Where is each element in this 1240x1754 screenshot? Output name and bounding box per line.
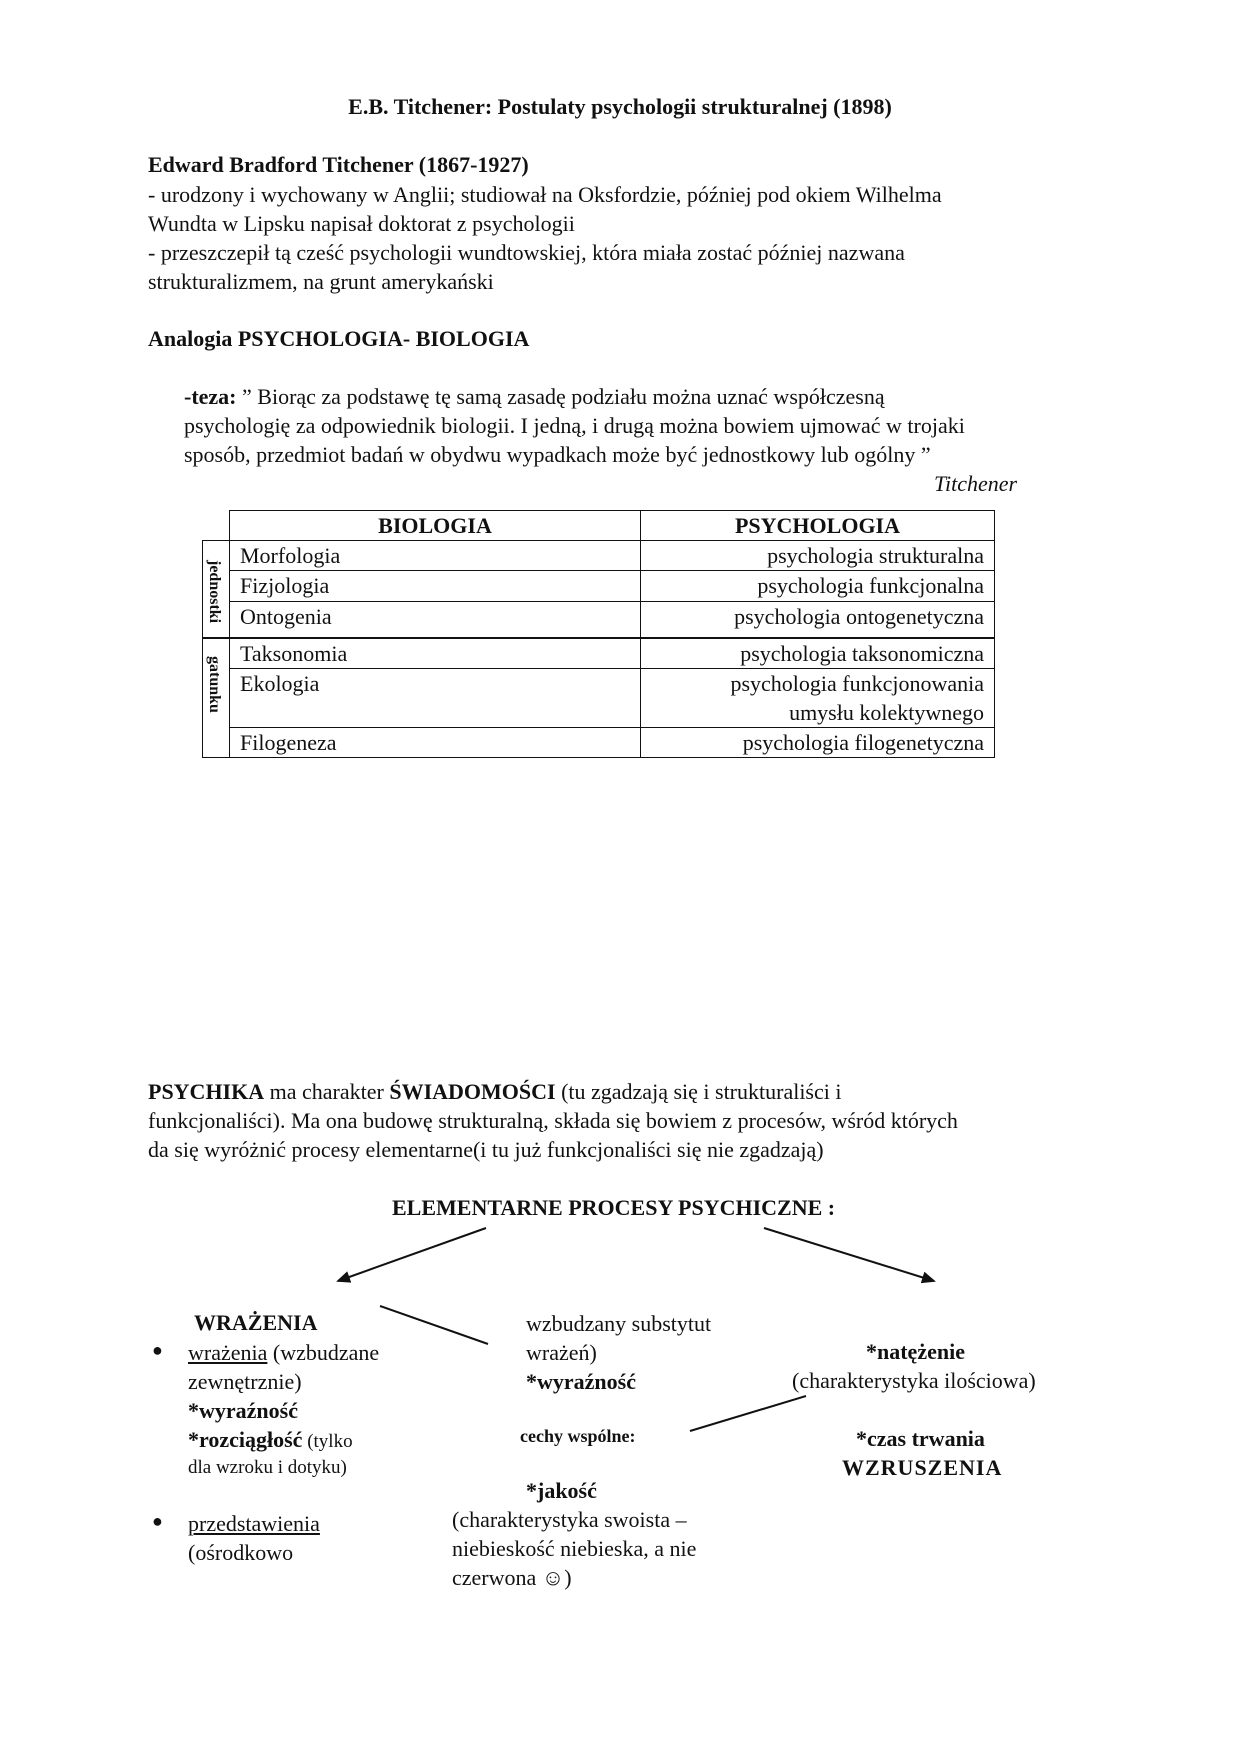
group-label-text: gatunku: [206, 655, 223, 713]
table-cell: Taksonomia: [230, 638, 641, 669]
page-title: E.B. Titchener: Postulaty psychologii strukturalnej (1898): [348, 94, 892, 119]
common-features-label: cechy wspólne:: [520, 1426, 636, 1446]
thesis-author: Titchener: [934, 471, 1018, 496]
jakosc-line-2: niebieskość niebieska, a nie: [452, 1536, 697, 1561]
przedstawienia-line-2: (ośrodkowo: [188, 1540, 294, 1565]
natezenie-feature: *natężenie: [866, 1339, 965, 1364]
consciousness-term: ŚWIADOMOŚCI: [389, 1079, 556, 1104]
thesis-label: -teza:: [184, 384, 237, 409]
rozciaglosc-line: [188, 1425, 353, 1456]
connector-line-right: [690, 1396, 806, 1431]
wyraznosc-feature: *wyraźność: [188, 1398, 298, 1423]
wrazenia-item: [188, 1338, 379, 1367]
bio-heading: Edward Bradford Titchener (1867-1927): [148, 152, 529, 177]
table-cell: Ekologia: [230, 669, 641, 728]
table-cell: psychologia taksonomiczna: [641, 638, 995, 669]
substitute-line-1: wzbudzany substytut: [526, 1311, 712, 1336]
column-header-psychologia: PSYCHOLOGIA: [641, 511, 995, 541]
wrazenia-term: wrażenia: [188, 1340, 268, 1365]
wzruszenia-heading: WZRUSZENIA: [842, 1455, 1003, 1480]
natezenie-desc: (charakterystyka ilościowa): [792, 1368, 1036, 1393]
arrow-right: [764, 1228, 934, 1281]
table-cell: Filogeneza: [230, 728, 641, 758]
column-header-biologia: BIOLOGIA: [230, 511, 641, 541]
wrazenia-line-2: zewnętrznie): [188, 1369, 302, 1394]
table-cell: psychologia funkcjonalna: [641, 571, 995, 601]
table-cell: Ontogenia: [230, 601, 641, 638]
connector-line-left: [380, 1306, 488, 1344]
psyche-line-2: funkcjonaliści). Ma ona budowę strukturalną, składa się bowiem z procesów, wśród których: [148, 1108, 958, 1133]
bullet-icon: ●: [152, 1340, 163, 1360]
table-cell: Fizjologia: [230, 571, 641, 601]
table-cell: psychologia filogenetyczna: [641, 728, 995, 758]
czas-trwania-feature: *czas trwania: [856, 1426, 985, 1451]
wyraznosc-feature-2: *wyraźność: [526, 1369, 636, 1394]
rozciaglosc-note: (tylko: [302, 1431, 353, 1452]
wrazenia-heading: WRAŻENIA: [194, 1310, 318, 1335]
psyche-term: PSYCHIKA: [148, 1079, 265, 1104]
bio-line-1: - urodzony i wychowany w Anglii; studiował na Oksfordzie, później pod okiem Wilhelma: [148, 182, 942, 207]
bullet-icon: ●: [152, 1511, 163, 1531]
table-cell: psychologia strukturalna: [641, 541, 995, 571]
diagram-heading: ELEMENTARNE PROCESY PSYCHICZNE :: [392, 1195, 836, 1220]
bio-line-2: Wundta w Lipsku napisał doktorat z psychologii: [148, 211, 575, 236]
jakosc-line-1: (charakterystyka swoista –: [452, 1507, 687, 1532]
arrow-left: [338, 1228, 486, 1281]
rozciaglosc-feature: *rozciągłość: [188, 1427, 303, 1452]
group-label-text: jednostki: [206, 560, 223, 624]
jakosc-feature: *jakość: [526, 1478, 597, 1503]
table-cell-line: umysłu kolektywnego: [789, 700, 984, 725]
analogy-heading: Analogia PSYCHOLOGIA- BIOLOGIA: [148, 326, 530, 351]
wrazenia-desc: (wzbudzane: [267, 1340, 380, 1365]
bio-line-4: strukturalizmem, na grunt amerykański: [148, 269, 494, 294]
rozciaglosc-note-2: dla wzroku i dotyku): [188, 1457, 347, 1478]
psyche-line-3: da się wyróżnić procesy elementarne(i tu już funkcjonaliści się nie zgadzają): [148, 1137, 824, 1162]
psyche-text: (tu zgadzają się i strukturaliści i: [555, 1079, 842, 1104]
psyche-text: ma charakter: [264, 1079, 390, 1104]
bio-line-3: - przeszczepił tą cześć psychologii wundtowskiej, która miała zostać później nazwana: [148, 240, 905, 265]
table-cell: Morfologia: [230, 541, 641, 571]
table-cell: psychologia ontogenetyczna: [641, 601, 995, 638]
thesis-line-2: psychologię za odpowiednik biologii. I jedną, i drugą można bowiem ujmować w trojaki: [184, 413, 965, 438]
thesis-line-3: sposób, przedmiot badań w obydwu wypadkach może być jednostkowy lub ogólny ”: [184, 442, 931, 467]
thesis-text-1: ” Biorąc za podstawę tę samą zasadę podziału można uznać współczesną: [236, 384, 885, 409]
substitute-line-2: wrażeń): [526, 1340, 597, 1365]
jakosc-line-3: czerwona ☺): [452, 1565, 572, 1590]
przedstawienia-term: przedstawienia: [188, 1511, 320, 1536]
table-cell-line: psychologia funkcjonowania: [730, 671, 984, 696]
